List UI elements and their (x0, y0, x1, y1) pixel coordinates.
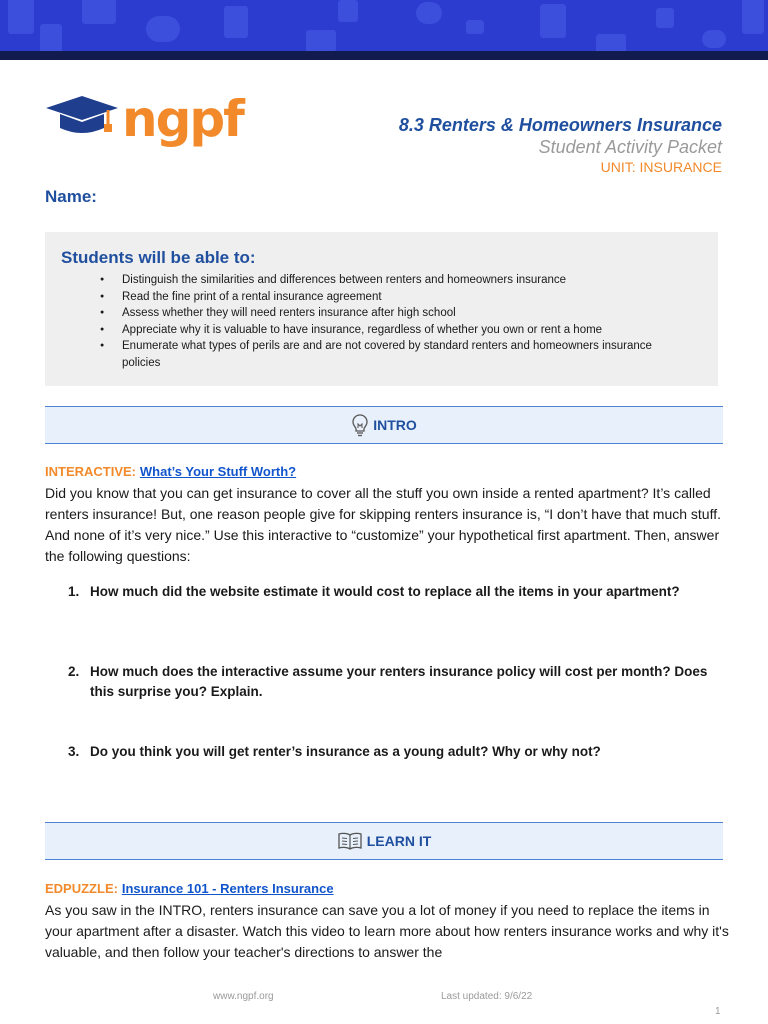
banner-piggy-bank-shape-2 (416, 2, 442, 24)
objectives-heading: Students will be able to: (61, 248, 256, 267)
intro-section-label: INTRO (373, 417, 417, 433)
graduation-cap-icon (44, 92, 120, 142)
banner-receipt-shape (224, 6, 248, 38)
banner-phone-shape (8, 0, 34, 34)
learn-it-section-label: LEARN IT (366, 833, 432, 849)
question-3 (68, 742, 708, 762)
whats-your-stuff-worth-link[interactable]: What’s Your Stuff Worth? (139, 464, 297, 479)
header-banner (0, 0, 768, 60)
banner-base-stripe (0, 51, 768, 60)
document-header (399, 114, 722, 176)
question-number: 1. (68, 584, 80, 599)
banner-folder-shape (306, 30, 336, 52)
banner-calculator-shape-2 (540, 4, 566, 38)
objective-item: ● Read the fine print of a rental insurance agreement (86, 289, 702, 306)
banner-calculator-shape-3 (656, 8, 674, 28)
insurance-101-link[interactable]: Insurance 101 - Renters Insurance (121, 881, 334, 896)
lightbulb-icon (351, 413, 369, 437)
banner-wallet-shape (82, 0, 116, 24)
learn-it-section-bar (45, 822, 723, 860)
ngpf-logo (44, 90, 243, 148)
banner-card-shape (466, 20, 484, 34)
unit-label: UNIT: INSURANCE (600, 159, 722, 175)
document-subtitle: Student Activity Packet (538, 137, 722, 157)
name-label: Name: (45, 187, 97, 206)
objective-item: ● Appreciate why it is valuable to have insurance, regardless of whether you own or rent a home (86, 322, 702, 339)
objective-item: ● Assess whether they will need renters insurance after high school (86, 305, 702, 322)
question-text: How much does the interactive assume your renters insurance policy will cost per month? Does this surprise you? Explain. (90, 664, 708, 699)
question-text: How much did the website estimate it would cost to replace all the items in your apartment? (90, 584, 680, 599)
learn-body-text: As you saw in the INTRO, renters insurance can save you a lot of money if you need to replace the items in your apartment after a disaster. Watch this video to learn more about how renters insurance works and why it's valuable, and then follow your teacher's directions to answer the (45, 902, 729, 960)
question-1 (68, 582, 708, 602)
banner-piggy-bank-shape-3 (702, 30, 726, 48)
edpuzzle-tag: EDPUZZLE: (45, 881, 118, 896)
banner-piggy-bank-shape (146, 16, 180, 42)
banner-calculator-shape (338, 0, 358, 22)
intro-activity-line (45, 461, 730, 482)
objective-item: ● Enumerate what types of perils are and are not covered by standard renters and homeowners insurance policies (86, 338, 702, 371)
question-2 (68, 662, 708, 702)
objective-item: ● Distinguish the similarities and differences between renters and homeowners insurance (86, 272, 702, 289)
learn-activity-line (45, 878, 730, 899)
interactive-tag: INTERACTIVE: (45, 464, 136, 479)
question-number: 3. (68, 744, 80, 759)
question-text: Do you think you will get renter’s insurance as a young adult? Why or why not? (90, 744, 601, 759)
document-title: 8.3 Renters & Homeowners Insurance (398, 115, 722, 135)
intro-section-bar (45, 406, 723, 444)
logo-wordmark: ngpf (122, 90, 243, 148)
footer-last-updated: Last updated: 9/6/22 (441, 991, 533, 1002)
intro-body-text: Did you know that you can get insurance to cover all the stuff you own inside a rented apartment? It’s called renters insurance! But, one reason people give for skipping renters insurance is, “I don’t have that much stuff. And none of it’s very nice.” Use this interactive to “customize” your hypothetical first apartment. Then, answer the following questions: (45, 485, 722, 564)
banner-document-shape (40, 24, 62, 54)
footer-url[interactable]: www.ngpf.org (213, 991, 274, 1002)
objectives-list (86, 272, 702, 371)
banner-phone-shape-2 (742, 0, 764, 34)
page-number: 1 (715, 1006, 721, 1017)
question-number: 2. (68, 664, 80, 679)
objectives-box (45, 232, 718, 386)
book-icon (337, 831, 363, 851)
